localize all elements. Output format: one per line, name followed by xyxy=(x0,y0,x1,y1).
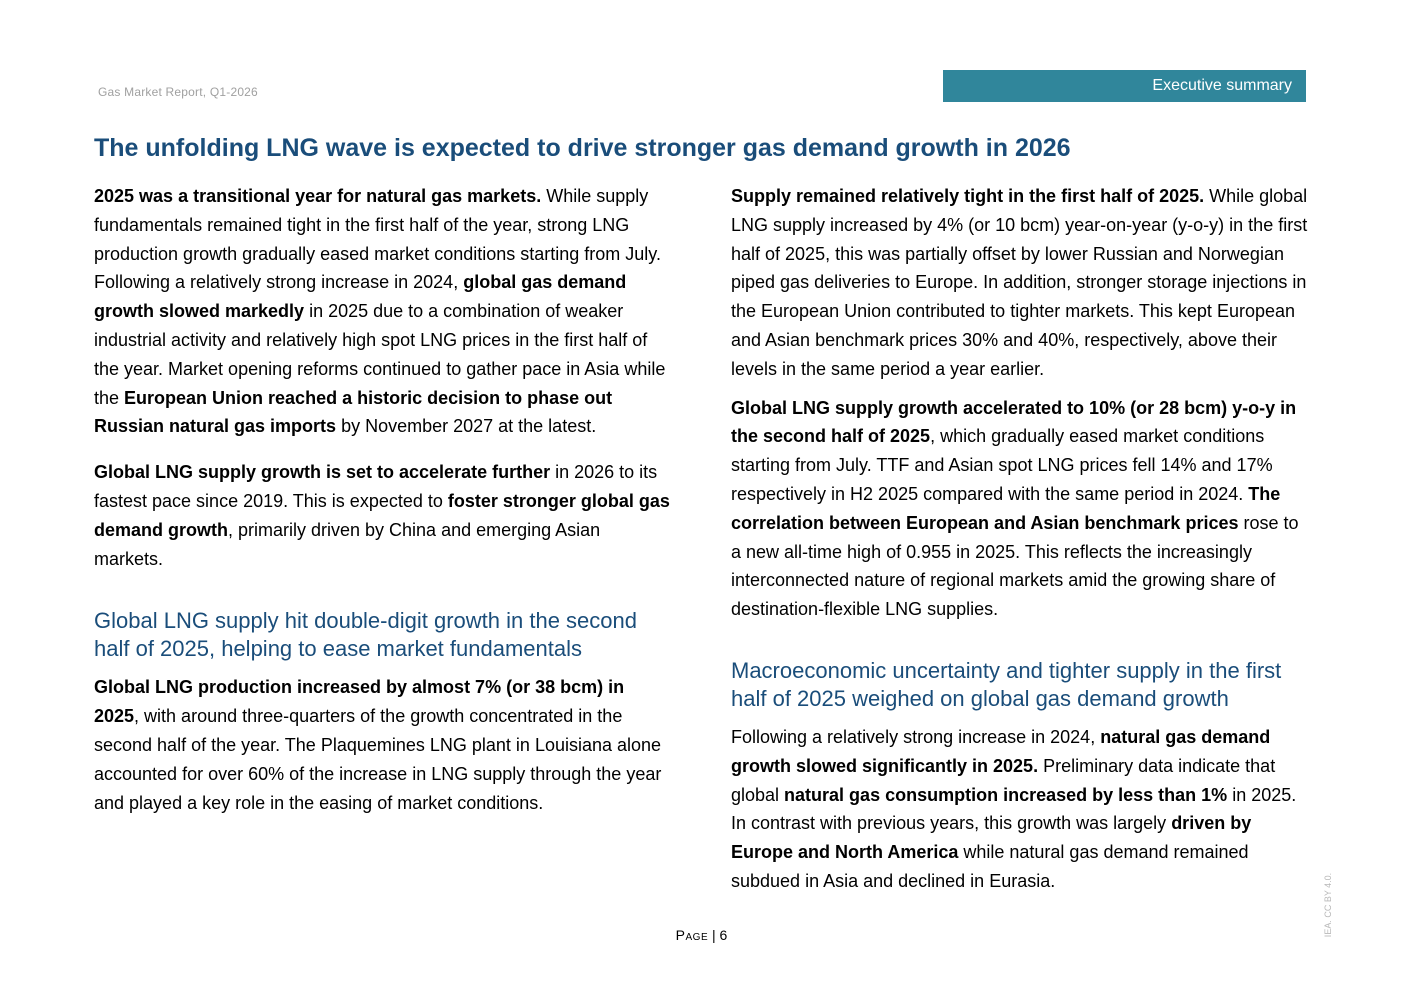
page-label: Page xyxy=(675,927,709,943)
bold-text: The correlation between European and Asian benchmark prices xyxy=(731,483,1281,533)
report-label: Gas Market Report, Q1-2026 xyxy=(98,85,258,99)
right-column xyxy=(731,182,1311,896)
body-text: , with around three-quarters of the growth concentrated in the second half of the year. The Plaquemines LNG plant in Louisiana alone accounted for over 60% of the increase in LNG supply through the year and played a key role in the easing of market conditions. xyxy=(94,706,662,813)
body-text: in 2025. In contrast with previous years, this growth was largely xyxy=(731,784,1297,834)
bold-text: 2025 was a transitional year for natural gas markets. xyxy=(94,186,542,206)
body-text: by November 2027 at the latest. xyxy=(336,416,597,437)
page-separator: | xyxy=(708,927,720,943)
right-paragraph-3 xyxy=(731,723,1311,896)
right-paragraph-1 xyxy=(731,182,1311,384)
body-text: Following a relatively strong increase in 2024, xyxy=(731,726,1101,747)
page-number-value: 6 xyxy=(719,927,728,943)
page-title: The unfolding LNG wave is expected to drive stronger gas demand growth in 2026 xyxy=(94,134,1071,162)
bold-text: Global LNG production increased by almost 7% (or 38 bcm) in 2025 xyxy=(94,677,625,727)
bold-text: European Union reached a historic decision to phase out Russian natural gas imports xyxy=(94,387,613,437)
bold-text: Global LNG supply growth is set to accelerate further xyxy=(94,462,551,483)
page-number xyxy=(0,927,1403,943)
bold-text: foster stronger global gas demand growth xyxy=(94,490,670,540)
left-column xyxy=(94,182,674,817)
bold-text: natural gas consumption increased by less than 1% xyxy=(784,784,1228,805)
body-text: while natural gas demand remained subdued in Asia and declined in Eurasia. xyxy=(731,842,1249,891)
body-text: , primarily driven by China and emerging Asian markets. xyxy=(94,519,601,569)
body-text: rose to a new all-time high of 0.955 in 2025. This reflects the increasingly interconnected nature of regional markets amid the growing share of destination-flexible LNG supplies. xyxy=(731,512,1299,620)
left-paragraph-3 xyxy=(94,673,674,817)
bold-text: Supply remained relatively tight in the first half of 2025. xyxy=(731,186,1205,206)
license-text: IEA. CC BY 4.0. xyxy=(1323,872,1333,938)
body-text: While global LNG supply increased by 4% (or 10 bcm) year-on-year (y-o-y) in the first half of 2025, this was partially offset by lower Russian and Norwegian piped gas deliveries to Europe. In addition, stronger storage injections in the European Union contributed to tighter markets. This kept European and Asian benchmark prices 30% and 40%, respectively, above their levels in the same period a year earlier. xyxy=(731,186,1308,379)
right-paragraph-2 xyxy=(731,394,1311,624)
bold-text: global gas demand growth slowed markedly xyxy=(94,272,627,322)
left-paragraph-2 xyxy=(94,458,674,573)
section-banner: Executive summary xyxy=(943,70,1306,102)
body-text: , which gradually eased market conditions starting from July. TTF and Asian spot LNG prices fell 14% and 17% respectively in H2 2025 compared with the same period in 2024. xyxy=(731,426,1273,504)
body-text: in 2026 to its fastest pace since 2019. This is expected to xyxy=(94,462,658,511)
left-subheading: Global LNG supply hit double-digit growth in the second half of 2025, helping to ease market fundamentals xyxy=(94,608,637,662)
right-subheading: Macroeconomic uncertainty and tighter supply in the first half of 2025 weighed on global gas demand growth xyxy=(731,657,1282,711)
bold-text: natural gas demand growth slowed significantly in 2025. xyxy=(731,726,1271,776)
bold-text: driven by Europe and North America xyxy=(731,813,1252,863)
body-text: in 2025 due to a combination of weaker industrial activity and relatively high spot LNG prices in the first half of the year. Market opening reforms continued to gather pace in Asia while the xyxy=(94,301,666,408)
body-text: While supply fundamentals remained tight in the first half of the year, strong LNG production growth gradually eased market conditions starting from July. Following a relatively strong increase in 2024, xyxy=(94,186,661,293)
bold-text: Global LNG supply growth accelerated to 10% (or 28 bcm) y-o-y in the second half of 2025 xyxy=(731,397,1297,447)
body-text: Preliminary data indicate that global xyxy=(731,755,1276,805)
left-paragraph-1 xyxy=(94,182,674,441)
